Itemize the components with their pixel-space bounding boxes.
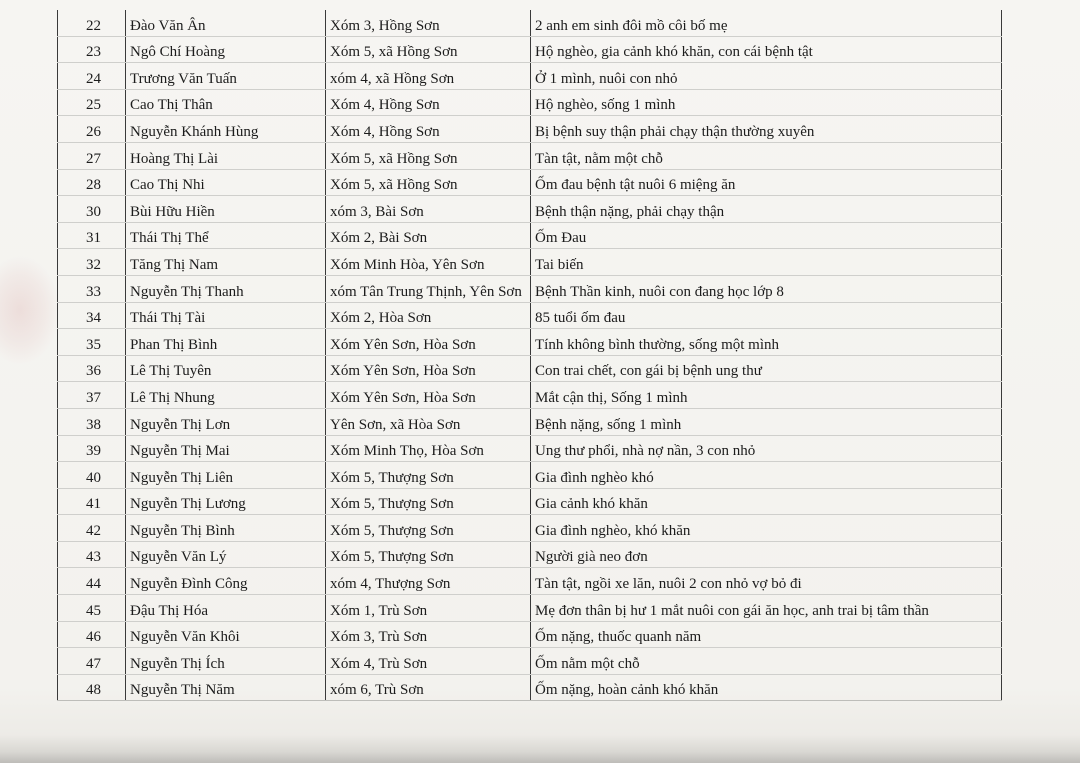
person-name: Nguyễn Thị Thanh [126, 275, 326, 302]
person-name: Phan Thị Bình [126, 329, 326, 356]
circumstance-note: Bệnh thận nặng, phải chạy thận [531, 196, 1002, 223]
address: Xóm 1, Trù Sơn [326, 595, 531, 622]
table-row [58, 63, 1002, 90]
row-number: 37 [58, 382, 126, 409]
address: Xóm 4, Hồng Sơn [326, 116, 531, 143]
circumstance-note: Tính không bình thường, sống một mình [531, 329, 1002, 356]
row-number: 39 [58, 435, 126, 462]
circumstance-note: Gia đình nghèo, khó khăn [531, 515, 1002, 542]
table-row [58, 169, 1002, 196]
table-row [58, 249, 1002, 276]
table-row [58, 116, 1002, 143]
table-row [58, 488, 1002, 515]
person-name: Bùi Hữu Hiền [126, 196, 326, 223]
person-name: Nguyễn Đình Công [126, 568, 326, 595]
address: xóm 4, xã Hồng Sơn [326, 63, 531, 90]
table-row [58, 674, 1002, 701]
table-row [58, 435, 1002, 462]
table-row [58, 355, 1002, 382]
address: Xóm 2, Hòa Sơn [326, 302, 531, 329]
row-number: 27 [58, 142, 126, 169]
row-number: 45 [58, 595, 126, 622]
row-number: 28 [58, 169, 126, 196]
row-number: 46 [58, 621, 126, 648]
row-number: 40 [58, 462, 126, 489]
circumstance-note: Gia đình nghèo khó [531, 462, 1002, 489]
address: Xóm 5, xã Hồng Sơn [326, 169, 531, 196]
table-row [58, 142, 1002, 169]
person-name: Lê Thị Nhung [126, 382, 326, 409]
address: Xóm 5, Thượng Sơn [326, 541, 531, 568]
address: Xóm 5, xã Hồng Sơn [326, 142, 531, 169]
table-row [58, 36, 1002, 63]
row-number: 33 [58, 275, 126, 302]
row-number: 22 [58, 10, 126, 36]
scan-edge-shadow [0, 735, 1080, 763]
table-row [58, 621, 1002, 648]
circumstance-note: Mẹ đơn thân bị hư 1 mắt nuôi con gái ăn học, anh trai bị tâm thần [531, 595, 1002, 622]
circumstance-note: Ốm Đau [531, 222, 1002, 249]
address: Xóm 4, Hồng Sơn [326, 89, 531, 116]
table-body [58, 10, 1002, 701]
address: Xóm 5, Thượng Sơn [326, 488, 531, 515]
row-number: 43 [58, 541, 126, 568]
address: Yên Sơn, xã Hòa Sơn [326, 408, 531, 435]
table-row [58, 648, 1002, 675]
row-number: 44 [58, 568, 126, 595]
row-number: 24 [58, 63, 126, 90]
person-name: Nguyễn Thị Liên [126, 462, 326, 489]
circumstance-note: Hộ nghèo, sống 1 mình [531, 89, 1002, 116]
table-row [58, 568, 1002, 595]
person-name: Lê Thị Tuyên [126, 355, 326, 382]
circumstance-note: 85 tuổi ốm đau [531, 302, 1002, 329]
person-name: Nguyễn Khánh Hùng [126, 116, 326, 143]
row-number: 47 [58, 648, 126, 675]
table-row [58, 541, 1002, 568]
person-name: Nguyễn Thị Bình [126, 515, 326, 542]
table-row [58, 89, 1002, 116]
person-name: Thái Thị Thể [126, 222, 326, 249]
row-number: 35 [58, 329, 126, 356]
person-name: Cao Thị Nhi [126, 169, 326, 196]
person-name: Nguyễn Thị Lơn [126, 408, 326, 435]
table-row [58, 222, 1002, 249]
person-name: Nguyễn Văn Lý [126, 541, 326, 568]
person-name: Đậu Thị Hóa [126, 595, 326, 622]
row-number: 26 [58, 116, 126, 143]
address: Xóm Minh Thọ, Hòa Sơn [326, 435, 531, 462]
address: xóm 4, Thượng Sơn [326, 568, 531, 595]
address: Xóm 2, Bài Sơn [326, 222, 531, 249]
table-row [58, 462, 1002, 489]
person-name: Ngô Chí Hoàng [126, 36, 326, 63]
circumstance-note: Bệnh nặng, sống 1 mình [531, 408, 1002, 435]
table-row [58, 329, 1002, 356]
circumstance-note: Bệnh Thần kinh, nuôi con đang học lớp 8 [531, 275, 1002, 302]
circumstance-note: Ốm nặng, thuốc quanh năm [531, 621, 1002, 648]
address: Xóm 3, Hồng Sơn [326, 10, 531, 36]
table-row [58, 408, 1002, 435]
circumstance-note: Ở 1 mình, nuôi con nhỏ [531, 63, 1002, 90]
person-name: Tăng Thị Nam [126, 249, 326, 276]
circumstance-note: Gia cảnh khó khăn [531, 488, 1002, 515]
circumstance-note: Mắt cận thị, Sống 1 mình [531, 382, 1002, 409]
circumstance-note: Con trai chết, con gái bị bệnh ung thư [531, 355, 1002, 382]
row-number: 34 [58, 302, 126, 329]
circumstance-note: Tàn tật, ngồi xe lăn, nuôi 2 con nhỏ vợ bỏ đi [531, 568, 1002, 595]
circumstance-note: Người già neo đơn [531, 541, 1002, 568]
circumstance-note: 2 anh em sinh đôi mồ côi bố mẹ [531, 10, 1002, 36]
address: Xóm 5, Thượng Sơn [326, 462, 531, 489]
person-name: Nguyễn Thị Lương [126, 488, 326, 515]
address: Xóm Minh Hòa, Yên Sơn [326, 249, 531, 276]
circumstance-note: Tai biến [531, 249, 1002, 276]
address: Xóm Yên Sơn, Hòa Sơn [326, 355, 531, 382]
row-number: 41 [58, 488, 126, 515]
address: Xóm Yên Sơn, Hòa Sơn [326, 382, 531, 409]
person-name: Đào Văn Ân [126, 10, 326, 36]
row-number: 48 [58, 674, 126, 701]
person-name: Nguyễn Thị Mai [126, 435, 326, 462]
table-row [58, 382, 1002, 409]
table-row [58, 275, 1002, 302]
row-number: 38 [58, 408, 126, 435]
person-name: Nguyễn Thị Năm [126, 674, 326, 701]
beneficiary-table [57, 10, 1002, 701]
circumstance-note: Ung thư phổi, nhà nợ nần, 3 con nhỏ [531, 435, 1002, 462]
table-row [58, 196, 1002, 223]
row-number: 36 [58, 355, 126, 382]
person-name: Thái Thị Tài [126, 302, 326, 329]
person-name: Nguyễn Thị Ích [126, 648, 326, 675]
person-name: Trương Văn Tuấn [126, 63, 326, 90]
row-number: 42 [58, 515, 126, 542]
circumstance-note: Bị bệnh suy thận phải chạy thận thường xuyên [531, 116, 1002, 143]
circumstance-note: Tàn tật, nằm một chỗ [531, 142, 1002, 169]
table-row [58, 515, 1002, 542]
row-number: 31 [58, 222, 126, 249]
table-row [58, 10, 1002, 36]
address: Xóm 3, Trù Sơn [326, 621, 531, 648]
address: xóm Tân Trung Thịnh, Yên Sơn [326, 275, 531, 302]
row-number: 23 [58, 36, 126, 63]
address: Xóm 5, Thượng Sơn [326, 515, 531, 542]
circumstance-note: Ốm nằm một chỗ [531, 648, 1002, 675]
circumstance-note: Hộ nghèo, gia cảnh khó khăn, con cái bệnh tật [531, 36, 1002, 63]
address: Xóm Yên Sơn, Hòa Sơn [326, 329, 531, 356]
row-number: 32 [58, 249, 126, 276]
row-number: 25 [58, 89, 126, 116]
stamp-smudge [0, 255, 60, 365]
circumstance-note: Ốm đau bệnh tật nuôi 6 miệng ăn [531, 169, 1002, 196]
circumstance-note: Ốm nặng, hoàn cảnh khó khăn [531, 674, 1002, 701]
address: xóm 3, Bài Sơn [326, 196, 531, 223]
table-row [58, 302, 1002, 329]
person-name: Nguyễn Văn Khôi [126, 621, 326, 648]
person-name: Hoàng Thị Lài [126, 142, 326, 169]
address: Xóm 5, xã Hồng Sơn [326, 36, 531, 63]
table-row [58, 595, 1002, 622]
address: Xóm 4, Trù Sơn [326, 648, 531, 675]
person-name: Cao Thị Thân [126, 89, 326, 116]
row-number: 30 [58, 196, 126, 223]
address: xóm 6, Trù Sơn [326, 674, 531, 701]
